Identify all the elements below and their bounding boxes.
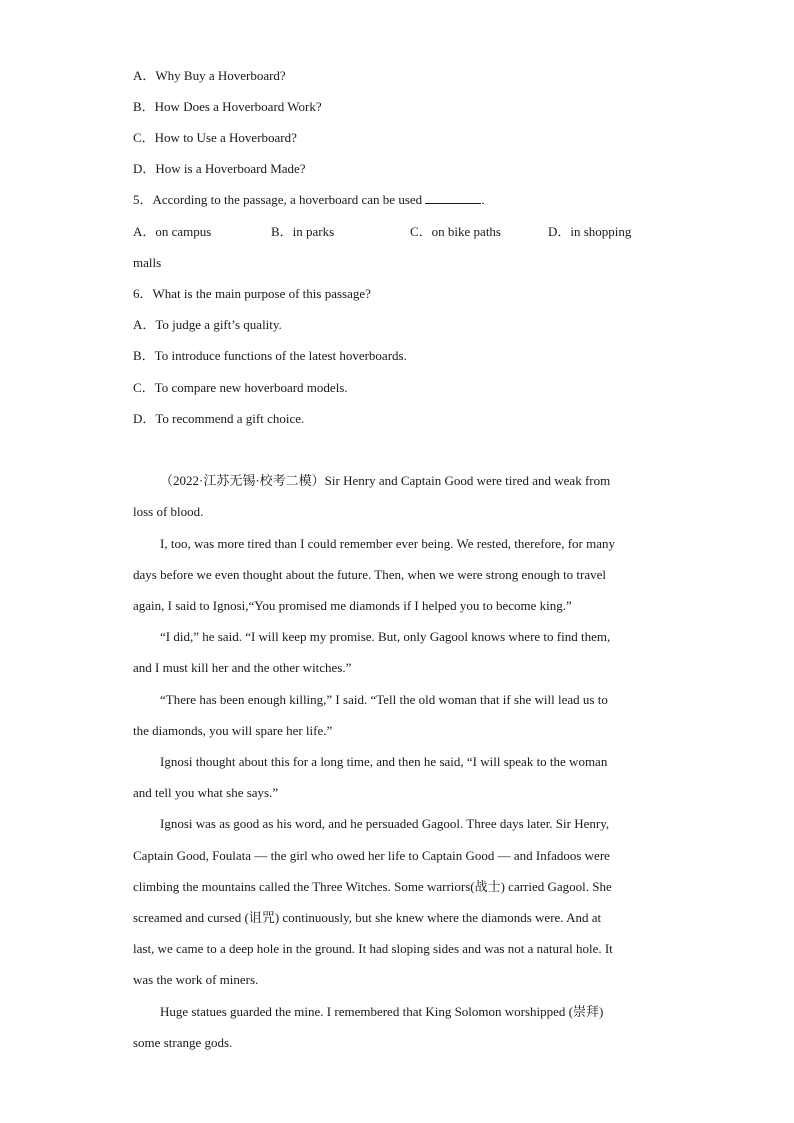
passage-line: loss of blood.	[133, 504, 204, 519]
passage-line: climbing the mountains called the Three Witches. Some warriors(战士) carried Gagool. She	[133, 879, 612, 894]
q5-option-a: A．on campus	[133, 224, 212, 239]
q5-stem-line	[133, 191, 485, 209]
passage-line: Ignosi thought about this for a long time, and then he said, “I will speak to the woman	[160, 754, 608, 769]
q6-option-c: C．To compare new hoverboard models.	[133, 380, 348, 395]
passage-line: I, too, was more tired than I could remember ever being. We rested, therefore, for many	[160, 536, 615, 551]
passage-line: days before we even thought about the future. Then, when we were strong enough to travel	[133, 567, 607, 582]
q5-option-d: D．in shopping	[548, 224, 632, 239]
answer-blank	[425, 191, 481, 204]
q5-option-c: C．on bike paths	[410, 224, 501, 239]
passage-line: “There has been enough killing,” I said. “Tell the old woman that if she will lead us to	[160, 692, 608, 707]
passage-line: Huge statues guarded the mine. I remembered that King Solomon worshipped (崇拜)	[160, 1004, 604, 1019]
q6-option-a: A．To judge a gift’s quality.	[133, 317, 282, 332]
passage-line: some strange gods.	[133, 1035, 233, 1050]
q4-option-a: A．Why Buy a Hoverboard?	[133, 68, 286, 83]
q5-stem-end: .	[481, 192, 485, 207]
q5-option-d-wrap: malls	[133, 255, 162, 270]
q4-option-c: C．How to Use a Hoverboard?	[133, 130, 297, 145]
q4-option-d: D．How is a Hoverboard Made?	[133, 161, 306, 176]
q5-options-row	[0, 223, 794, 241]
passage-line: last, we came to a deep hole in the ground. It had sloping sides and was not a natural hole. It	[133, 941, 613, 956]
q6-stem: 6．What is the main purpose of this passage?	[133, 286, 371, 301]
q6-option-b: B．To introduce functions of the latest hoverboards.	[133, 348, 407, 363]
q5-stem: 5．According to the passage, a hoverboard can be used	[133, 192, 423, 207]
passage-line: Ignosi was as good as his word, and he persuaded Gagool. Three days later. Sir Henry,	[160, 816, 610, 831]
passage-line: and tell you what she says.”	[133, 785, 279, 800]
q4-option-b: B．How Does a Hoverboard Work?	[133, 99, 322, 114]
passage-line: was the work of miners.	[133, 972, 259, 987]
passage-line: “I did,” he said. “I will keep my promise. But, only Gagool knows where to find them,	[160, 629, 611, 644]
passage-line: again, I said to Ignosi,“You promised me diamonds if I helped you to become king.”	[133, 598, 572, 613]
q5-option-b: B．in parks	[271, 224, 335, 239]
q6-option-d: D．To recommend a gift choice.	[133, 411, 305, 426]
passage-line: the diamonds, you will spare her life.”	[133, 723, 333, 738]
passage-line: screamed and cursed (诅咒) continuously, but she knew where the diamonds were. And at	[133, 910, 602, 925]
passage-line: Captain Good, Foulata — the girl who owed her life to Captain Good — and Infadoos were	[133, 848, 610, 863]
passage-line: and I must kill her and the other witches.”	[133, 660, 352, 675]
passage-line: （2022·江苏无锡·校考二模）Sir Henry and Captain Good were tired and weak from	[160, 473, 611, 488]
